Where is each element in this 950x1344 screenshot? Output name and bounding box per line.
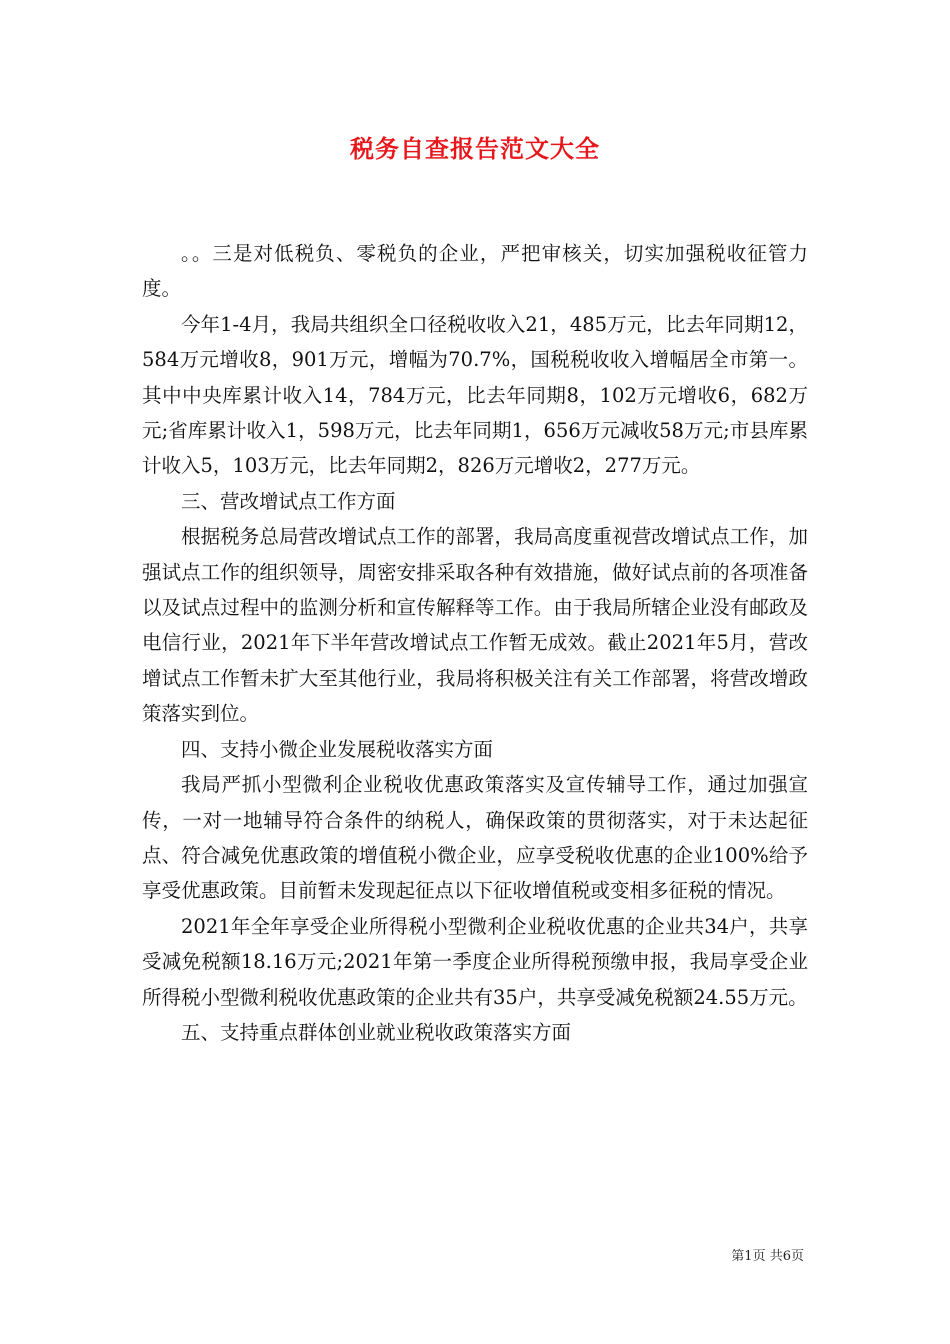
section-heading-4: 四、支持小微企业发展税收落实方面	[181, 737, 494, 761]
section-heading-5: 五、支持重点群体创业就业税收政策落实方面	[181, 1020, 572, 1044]
page-middle: 页 共	[752, 1249, 783, 1264]
page-number	[731, 1248, 804, 1266]
paragraph-2: 今年1-4月，我局共组织全口径税收收入21，485万元，比去年同期12，584万元增收8，901万元，增幅为70.7%，国税税收收入增幅居全市第一。其中中央库累计收入14，784万元，比去年同期8，102万元增收6，682万元;省库累计收入1，598万元，比去年同期1，656万元减收58万元;市县库累计收入5，103万元，比去年同期2，826万元增收2，277万元。	[142, 312, 808, 478]
section-heading-3: 三、营改增试点工作方面	[181, 489, 396, 513]
page-suffix: 页	[790, 1249, 804, 1264]
paragraph-5: 2021年全年享受企业所得税小型微利企业税收优惠的企业共34户，共享受减免税额18.16万元;2021年第一季度企业所得税预缴申报，我局享受企业所得税小型微利税收优惠政策的企业共有35户，共享受减免税额24.55万元。	[142, 914, 808, 1009]
paragraph-1: 。。三是对低税负、零税负的企业，严把审核关，切实加强税收征管力度。	[142, 242, 808, 301]
paragraph-4: 我局严抓小型微利企业税收优惠政策落实及宣传辅导工作，通过加强宣传，一对一地辅导符合条件的纳税人，确保政策的贯彻落实，对于未达起征点、符合减免优惠政策的增值税小微企业，应享受税收优惠的企业100%给予享受优惠政策。目前暂未发现起征点以下征收增值税或变相多征税的情况。	[142, 773, 808, 903]
current-page: 1	[744, 1249, 753, 1264]
page-prefix: 第	[731, 1249, 745, 1264]
paragraph-3: 根据税务总局营改增试点工作的部署，我局高度重视营改增试点工作，加强试点工作的组织领导，周密安排采取各种有效措施，做好试点前的各项准备以及试点过程中的监测分析和宣传解释等工作。由于我局所辖企业没有邮政及电信行业，2021年下半年营改增试点工作暂无成效。截止2021年5月，营改增试点工作暂未扩大至其他行业，我局将积极关注有关工作部署，将营改增政策落实到位。	[142, 525, 808, 726]
document-title: 税务自查报告范文大全	[350, 134, 600, 163]
document-body	[142, 236, 808, 1050]
total-pages: 6	[782, 1249, 791, 1264]
